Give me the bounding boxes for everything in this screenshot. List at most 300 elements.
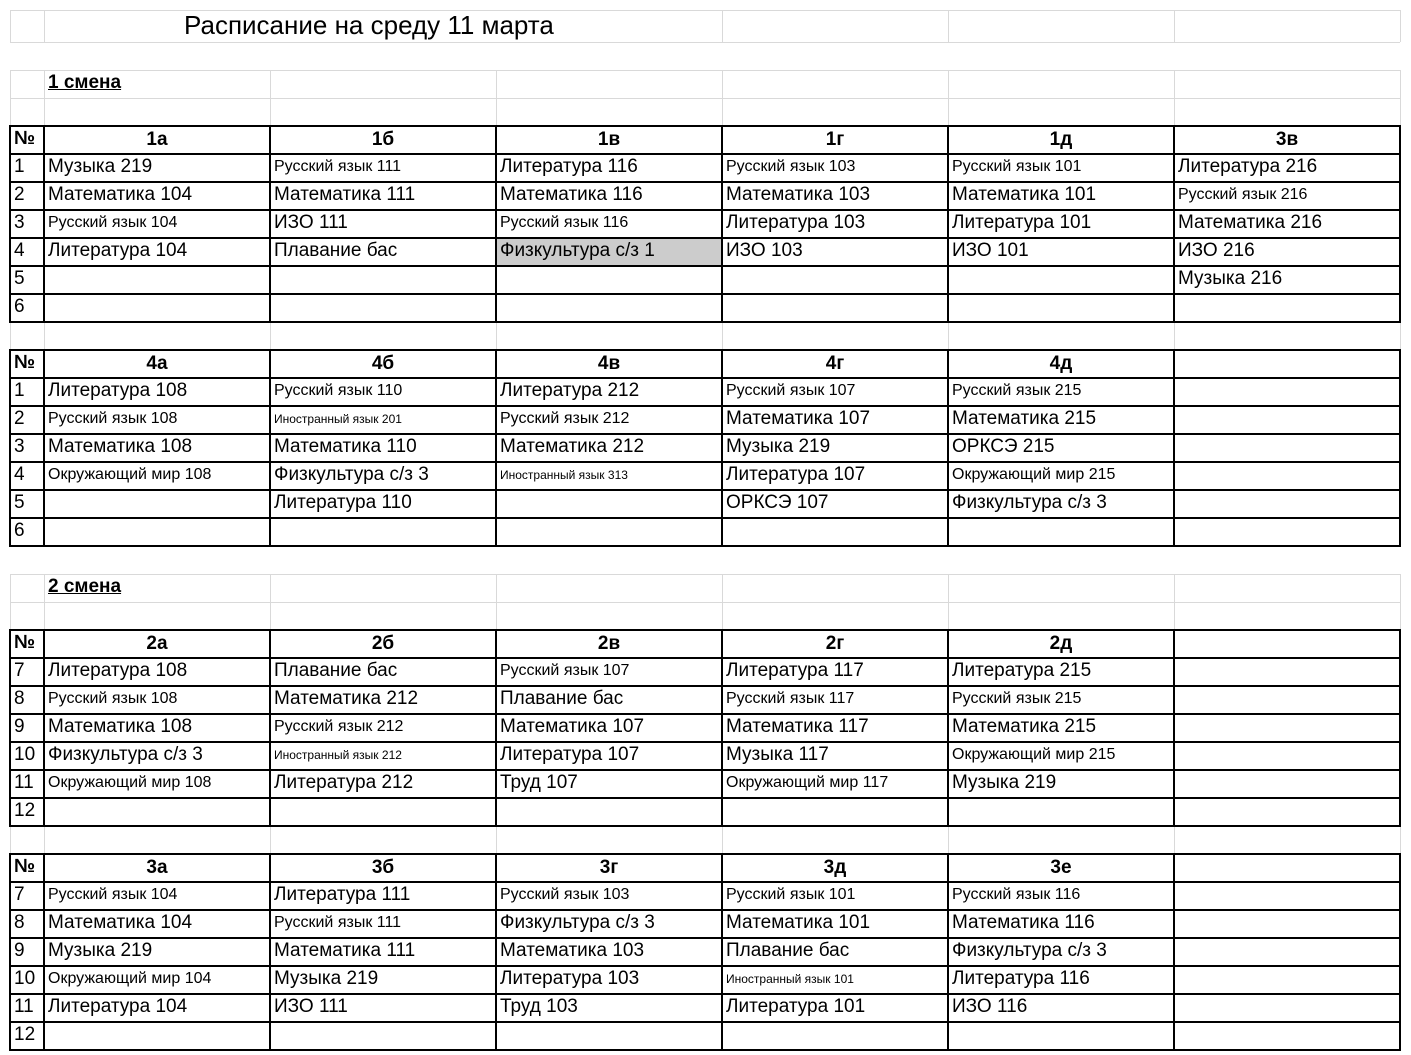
lesson-number: 12 [14, 800, 36, 821]
lesson-cell [948, 518, 1174, 546]
lesson-cell [1174, 882, 1400, 910]
lesson-cell [1174, 378, 1400, 406]
lesson-cell: ИЗО 101 [952, 240, 1029, 261]
column-header-class: 1в [597, 129, 621, 150]
lesson-cell [496, 266, 722, 294]
grid-line [270, 322, 271, 350]
lesson-cell: Математика 116 [500, 184, 643, 205]
lesson-cell [1174, 434, 1400, 462]
lesson-cell [722, 518, 948, 546]
lesson-number: 12 [14, 1024, 36, 1045]
grid-line [43, 349, 45, 547]
lesson-number: 3 [14, 212, 25, 233]
grid-line [10, 685, 1401, 687]
lesson-cell: Русский язык 117 [726, 690, 855, 707]
grid-line [10, 489, 1401, 491]
grid-line [1174, 602, 1175, 630]
lesson-cell [1174, 966, 1400, 994]
lesson-cell: ИЗО 216 [1178, 240, 1255, 261]
lesson-cell [1174, 742, 1400, 770]
lesson-cell [1174, 294, 1400, 322]
lesson-cell: Литература 107 [726, 464, 866, 485]
grid-line [10, 909, 1401, 911]
lesson-cell: Физкультура с/з 1 [496, 238, 722, 266]
grid-line [10, 433, 1401, 435]
lesson-cell [722, 294, 948, 322]
grid-line [495, 629, 497, 827]
grid-line [9, 125, 11, 323]
lesson-cell [948, 294, 1174, 322]
lesson-cell: Музыка 219 [952, 772, 1057, 793]
lesson-cell: Математика 215 [952, 408, 1097, 429]
lesson-cell [496, 798, 722, 826]
lesson-cell: Математика 111 [274, 940, 416, 961]
lesson-cell: Математика 215 [952, 716, 1097, 737]
grid-line [1174, 10, 1175, 42]
lesson-cell: Математика 104 [48, 912, 193, 933]
lesson-cell [270, 266, 496, 294]
lesson-cell: Физкультура с/з 3 [500, 912, 655, 933]
lesson-cell: Литература 116 [500, 156, 638, 177]
lesson-cell: Музыка 219 [48, 940, 153, 961]
grid-line [722, 70, 723, 98]
grid-line [948, 826, 949, 854]
lesson-cell: Литература 103 [500, 968, 640, 989]
lesson-number: 7 [14, 660, 25, 681]
grid-line [10, 545, 1401, 547]
grid-line [269, 125, 271, 323]
lesson-number: 10 [14, 744, 36, 765]
lesson-cell [722, 1022, 948, 1050]
grid-line [496, 322, 497, 350]
lesson-cell: Русский язык 107 [726, 382, 856, 399]
grid-line [948, 10, 949, 42]
grid-line [1399, 853, 1401, 1051]
lesson-cell: Труд 107 [500, 772, 578, 793]
lesson-cell: Русский язык 215 [952, 690, 1082, 707]
column-header-class [1174, 631, 1400, 659]
lesson-cell: Литература 101 [952, 212, 1092, 233]
lesson-cell: Русский язык 108 [48, 690, 178, 707]
grid-line [269, 349, 271, 547]
lesson-cell: Физкультура с/з 3 [952, 940, 1107, 961]
grid-line [722, 98, 723, 126]
grid-line [1400, 322, 1401, 350]
column-header-class: 3д [823, 857, 847, 878]
lesson-number: 11 [14, 996, 34, 1017]
grid-line [10, 602, 1400, 603]
lesson-cell [1174, 490, 1400, 518]
lesson-number: 2 [14, 408, 25, 429]
lesson-cell [722, 266, 948, 294]
grid-line [44, 322, 45, 350]
grid-line [948, 574, 949, 602]
lesson-number: 5 [14, 492, 25, 513]
lesson-number: 2 [14, 184, 25, 205]
lesson-cell: ИЗО 111 [274, 996, 348, 1017]
lesson-cell: Плавание бас [274, 240, 398, 261]
lesson-number: 6 [14, 520, 25, 541]
lesson-cell: Русский язык 110 [274, 382, 403, 399]
grid-line [270, 574, 271, 602]
lesson-cell: Русский язык 212 [500, 410, 630, 427]
column-header-class: 1б [371, 129, 395, 150]
lesson-cell [496, 490, 722, 518]
lesson-cell: Русский язык 116 [500, 214, 629, 231]
grid-line [10, 70, 11, 98]
grid-line [721, 853, 723, 1051]
lesson-number: 9 [14, 940, 25, 961]
grid-line [1174, 574, 1175, 602]
grid-line [270, 70, 271, 98]
lesson-cell [44, 1022, 270, 1050]
grid-line [1174, 322, 1175, 350]
grid-line [1173, 125, 1175, 323]
grid-line [947, 349, 949, 547]
lesson-cell: Физкультура с/з 3 [48, 744, 203, 765]
lesson-cell: Математика 111 [274, 184, 416, 205]
lesson-cell [496, 294, 722, 322]
lesson-cell [1174, 770, 1400, 798]
grid-line [1399, 349, 1401, 547]
grid-line [10, 1021, 1401, 1023]
lesson-cell: Иностранный язык 101 [726, 972, 854, 986]
lesson-cell: ОРКСЭ 107 [726, 492, 829, 513]
lesson-cell: Иностранный язык 313 [500, 468, 628, 482]
grid-line [10, 741, 1401, 743]
lesson-cell: Математика 103 [500, 940, 645, 961]
lesson-cell: Русский язык 116 [952, 886, 1081, 903]
lesson-cell [270, 294, 496, 322]
grid-line [10, 965, 1401, 967]
lesson-cell: Литература 212 [274, 772, 414, 793]
lesson-cell: Математика 212 [500, 436, 645, 457]
grid-line [10, 769, 1401, 771]
lesson-cell: Литература 215 [952, 660, 1092, 681]
lesson-cell: Иностранный язык 201 [274, 412, 402, 426]
grid-line [270, 98, 271, 126]
lesson-cell [44, 518, 270, 546]
grid-line [44, 10, 45, 42]
lesson-cell: Математика 101 [726, 912, 871, 933]
lesson-cell: Русский язык 215 [952, 382, 1082, 399]
lesson-number: 7 [14, 884, 25, 905]
grid-line [270, 826, 271, 854]
lesson-cell: Литература 107 [500, 744, 640, 765]
lesson-cell: Русский язык 101 [952, 158, 1082, 175]
grid-line [43, 125, 45, 323]
grid-line [1400, 10, 1401, 42]
grid-line [947, 853, 949, 1051]
lesson-number: 6 [14, 296, 25, 317]
lesson-cell: Литература 212 [500, 380, 640, 401]
grid-line [947, 629, 949, 827]
column-header-class: 1а [146, 129, 168, 150]
grid-line [10, 881, 1401, 883]
lesson-cell: Окружающий мир 215 [952, 746, 1116, 763]
lesson-cell: Литература 111 [274, 884, 411, 905]
lesson-cell: Литература 116 [952, 968, 1090, 989]
lesson-cell: Русский язык 108 [48, 410, 178, 427]
grid-line [10, 602, 11, 630]
lesson-cell [1174, 1022, 1400, 1050]
grid-line [1174, 826, 1175, 854]
lesson-cell: Окружающий мир 108 [48, 466, 212, 483]
grid-line [10, 657, 1401, 659]
column-header-class: 4в [597, 353, 621, 374]
grid-line [496, 574, 497, 602]
grid-line [269, 853, 271, 1051]
grid-line [1400, 574, 1401, 602]
column-header-class: 2д [1049, 633, 1073, 654]
grid-line [1400, 602, 1401, 630]
lesson-number: 4 [14, 464, 25, 485]
lesson-cell [1174, 462, 1400, 490]
grid-line [10, 265, 1401, 267]
grid-line [721, 629, 723, 827]
lesson-cell: Литература 101 [726, 996, 866, 1017]
lesson-cell: Окружающий мир 108 [48, 774, 212, 791]
grid-line [1399, 629, 1401, 827]
shift-label: 2 смена [48, 576, 122, 597]
grid-line [496, 602, 497, 630]
lesson-cell: Физкультура с/з 3 [274, 464, 429, 485]
column-header-class: 3б [371, 857, 395, 878]
lesson-cell [948, 1022, 1174, 1050]
lesson-cell: Литература 108 [48, 380, 188, 401]
grid-line [43, 853, 45, 1051]
lesson-number: 9 [14, 716, 25, 737]
lesson-cell: Русский язык 104 [48, 214, 178, 231]
lesson-cell: Иностранный язык 212 [274, 748, 402, 762]
column-header-class: 3в [1275, 129, 1299, 150]
grid-line [9, 853, 11, 1051]
grid-line [10, 713, 1401, 715]
column-header-class: 2г [825, 633, 845, 654]
lesson-cell: Литература 117 [726, 660, 864, 681]
grid-line [722, 602, 723, 630]
lesson-cell: Музыка 219 [274, 968, 379, 989]
grid-line [44, 826, 45, 854]
grid-line [10, 574, 11, 602]
lesson-cell: Русский язык 104 [48, 886, 178, 903]
lesson-cell [270, 518, 496, 546]
lesson-cell [1174, 658, 1400, 686]
column-header-class: 3е [1050, 857, 1072, 878]
lesson-cell: Плавание бас [500, 688, 624, 709]
grid-line [496, 98, 497, 126]
lesson-cell [496, 1022, 722, 1050]
lesson-cell: Математика 116 [952, 912, 1095, 933]
grid-line [9, 349, 11, 547]
grid-line [10, 209, 1401, 211]
lesson-cell [722, 798, 948, 826]
grid-line [269, 629, 271, 827]
grid-line [10, 10, 11, 42]
lesson-cell: Литература 104 [48, 240, 188, 261]
grid-line [10, 181, 1401, 183]
grid-line [10, 993, 1401, 995]
lesson-cell: Литература 103 [726, 212, 866, 233]
lesson-cell [1174, 406, 1400, 434]
grid-line [10, 517, 1401, 519]
grid-line [10, 377, 1401, 379]
column-header-number: № [14, 856, 36, 877]
grid-line [496, 70, 497, 98]
grid-line [10, 825, 1401, 827]
lesson-cell: Музыка 216 [1178, 268, 1283, 289]
lesson-cell: Плавание бас [726, 940, 850, 961]
lesson-cell [948, 798, 1174, 826]
lesson-number: 3 [14, 436, 25, 457]
lesson-cell: Русский язык 107 [500, 662, 630, 679]
lesson-cell: ОРКСЭ 215 [952, 436, 1055, 457]
lesson-cell [1174, 798, 1400, 826]
grid-line [10, 629, 1401, 631]
lesson-cell: Математика 117 [726, 716, 869, 737]
lesson-cell: Окружающий мир 104 [48, 970, 212, 987]
grid-line [948, 98, 949, 126]
lesson-number: 1 [14, 380, 25, 401]
lesson-number: 1 [14, 156, 25, 177]
lesson-cell [1174, 714, 1400, 742]
grid-line [10, 98, 1400, 99]
grid-line [948, 322, 949, 350]
lesson-cell: Математика 107 [726, 408, 871, 429]
lesson-cell: Русский язык 111 [274, 914, 402, 931]
grid-line [10, 349, 1401, 351]
lesson-number: 8 [14, 912, 25, 933]
grid-line [10, 98, 11, 126]
grid-line [722, 826, 723, 854]
lesson-cell: Математика 101 [952, 184, 1097, 205]
column-header-number: № [14, 632, 36, 653]
grid-line [10, 322, 11, 350]
grid-line [1173, 853, 1175, 1051]
lesson-cell: Математика 104 [48, 184, 193, 205]
lesson-cell: ИЗО 111 [274, 212, 348, 233]
lesson-cell: Математика 103 [726, 184, 871, 205]
lesson-cell [1174, 910, 1400, 938]
grid-line [1174, 98, 1175, 126]
lesson-cell: Труд 103 [500, 996, 578, 1017]
grid-line [1399, 125, 1401, 323]
lesson-cell: Русский язык 212 [274, 718, 404, 735]
column-header-class: 3а [146, 857, 168, 878]
lesson-cell [1174, 938, 1400, 966]
lesson-cell: Плавание бас [274, 660, 398, 681]
column-header-class: 1д [1049, 129, 1073, 150]
lesson-cell: Окружающий мир 117 [726, 774, 889, 791]
lesson-cell: ИЗО 116 [952, 996, 1028, 1017]
lesson-cell: Математика 216 [1178, 212, 1323, 233]
grid-line [270, 602, 271, 630]
lesson-cell: Музыка 219 [48, 156, 153, 177]
column-header-class: 2а [146, 633, 168, 654]
lesson-cell: Русский язык 103 [726, 158, 856, 175]
grid-line [1400, 70, 1401, 98]
grid-line [1173, 629, 1175, 827]
lesson-cell: Математика 108 [48, 716, 193, 737]
lesson-number: 4 [14, 240, 25, 261]
lesson-cell: Математика 110 [274, 436, 417, 457]
grid-line [10, 237, 1401, 239]
grid-line [10, 42, 1400, 43]
grid-line [722, 574, 723, 602]
lesson-cell [1174, 994, 1400, 1022]
column-header-class: 2в [597, 633, 621, 654]
grid-line [1400, 826, 1401, 854]
column-header-class: 4а [146, 353, 168, 374]
grid-line [10, 826, 11, 854]
grid-line [495, 349, 497, 547]
column-header-class [1174, 351, 1400, 379]
grid-line [495, 853, 497, 1051]
grid-line [10, 853, 1401, 855]
grid-line [10, 125, 1401, 127]
grid-line [1400, 98, 1401, 126]
lesson-cell: Математика 107 [500, 716, 645, 737]
grid-line [10, 461, 1401, 463]
grid-line [10, 1049, 1401, 1051]
grid-line [496, 826, 497, 854]
lesson-cell [44, 266, 270, 294]
lesson-cell [270, 1022, 496, 1050]
lesson-cell: Музыка 117 [726, 744, 829, 765]
lesson-cell: Литература 216 [1178, 156, 1318, 177]
lesson-cell: Литература 110 [274, 492, 412, 513]
lesson-cell: Окружающий мир 215 [952, 466, 1116, 483]
lesson-cell [44, 294, 270, 322]
lesson-cell: Литература 104 [48, 996, 188, 1017]
column-header-class: 4б [371, 353, 395, 374]
lesson-cell: ИЗО 103 [726, 240, 803, 261]
lesson-cell [270, 798, 496, 826]
lesson-cell: Математика 212 [274, 688, 419, 709]
lesson-cell: Русский язык 103 [500, 886, 630, 903]
grid-line [9, 629, 11, 827]
lesson-cell: Физкультура с/з 3 [952, 492, 1107, 513]
lesson-cell [1174, 686, 1400, 714]
grid-line [947, 125, 949, 323]
grid-line [10, 153, 1401, 155]
column-header-class: 4д [1049, 353, 1073, 374]
lesson-cell [948, 266, 1174, 294]
grid-line [721, 349, 723, 547]
column-header-number: № [14, 128, 36, 149]
lesson-cell: Русский язык 101 [726, 886, 856, 903]
shift-label: 1 смена [48, 72, 122, 93]
lesson-cell [44, 490, 270, 518]
lesson-cell [1174, 518, 1400, 546]
lesson-cell: Русский язык 216 [1178, 186, 1308, 203]
lesson-cell: Литература 108 [48, 660, 188, 681]
column-header-number: № [14, 352, 36, 373]
grid-line [948, 70, 949, 98]
lesson-cell: Музыка 219 [726, 436, 831, 457]
grid-line [948, 602, 949, 630]
grid-line [1174, 70, 1175, 98]
lesson-number: 10 [14, 968, 36, 989]
lesson-number: 8 [14, 688, 25, 709]
lesson-number: 5 [14, 268, 25, 289]
lesson-cell: Русский язык 111 [274, 158, 402, 175]
column-header-class: 3г [599, 857, 619, 878]
column-header-class: 4г [825, 353, 845, 374]
page-title: Расписание на среду 11 марта [184, 10, 554, 40]
column-header-class [1174, 855, 1400, 883]
lesson-cell [44, 798, 270, 826]
